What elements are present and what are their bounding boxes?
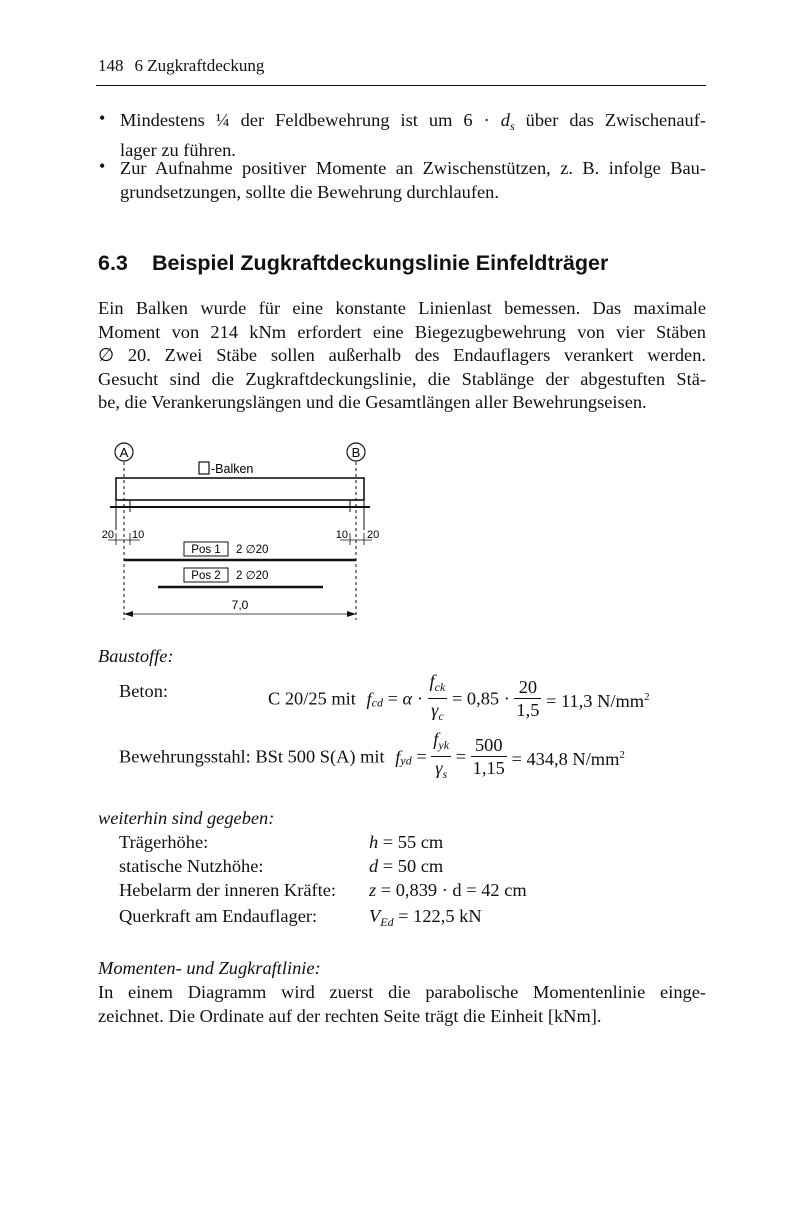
bullet-line: lager zu führen. [120, 140, 236, 160]
math-sub: Ed [380, 915, 394, 929]
math-eq: = [455, 746, 467, 767]
math-eq: = [387, 688, 398, 709]
value-text: = 50 cm [378, 856, 444, 876]
math-var: d [500, 110, 510, 130]
given-heading: weiterhin sind gegeben: [98, 808, 275, 828]
bullet-line: Zur Aufnahme positiver Momente an Zwischenstützen, z. B. infolge Bau- [120, 158, 706, 178]
result-exp: 2 [644, 690, 650, 703]
given-value [369, 856, 443, 877]
math-var: f [366, 688, 372, 709]
arrow-left-icon [124, 611, 133, 617]
result-text: = 434,8 N/mm [511, 748, 620, 769]
section-number: 6.3 [98, 251, 128, 275]
math-text: = 0,85 · [451, 688, 510, 709]
intro-line: Ein Balken wurde für eine konstante Linienlast bemessen. Das maximale [98, 298, 706, 318]
fraction-fyk-gammas [431, 728, 451, 785]
value-text: = 122,5 kN [393, 906, 482, 926]
support-b-label: B [351, 445, 361, 460]
math-eq: = [416, 746, 427, 767]
materials-heading: Baustoffe: [98, 646, 174, 666]
result-text: = 11,3 N/mm [546, 690, 645, 711]
beam-body [116, 478, 364, 500]
numerator: 500 [471, 734, 507, 757]
math-sub: yk [438, 738, 450, 752]
math-dot: · [416, 688, 423, 709]
intro-line: ∅ 20. Zwei Stäbe sollen außerhalb des Endauflagers verankert werden. [98, 345, 706, 365]
cross-section-icon [199, 462, 209, 474]
arrow-right-icon [347, 611, 356, 617]
math-var: f [395, 746, 401, 767]
stahl-formula [119, 728, 625, 785]
given-label: Querkraft am Endauflager: [119, 906, 318, 926]
given-value [369, 906, 482, 930]
math-gamma: γ [435, 758, 443, 778]
moment-line: In einem Diagramm wird zuerst die parabolische Momentenlinie einge- [98, 982, 706, 1002]
pos1-bars: 2 ∅20 [236, 544, 269, 556]
math-alpha: α [402, 688, 413, 709]
value-text: = 0,839 · d = 42 cm [376, 880, 527, 900]
bullet-text: über das Zwischenauf- [514, 110, 706, 130]
moment-line: zeichnet. Die Ordinate auf der rechten Seite trägt die Einheit [kNm]. [98, 1005, 602, 1026]
bullet-text: Mindestens ¼ der Feldbewehrung ist um 6 · [120, 110, 501, 130]
dim-label-10-right: 10 [335, 529, 348, 541]
math-sub: yd [400, 753, 412, 768]
dim-label-20-right: 20 [367, 529, 380, 541]
math-var: f [429, 671, 435, 691]
math-var: V [369, 906, 381, 926]
math-sub: ck [434, 680, 446, 694]
fraction-500-115 [471, 734, 507, 779]
value-text: = 55 cm [378, 832, 444, 852]
numerator: 20 [514, 676, 541, 699]
fraction-fck-gammac [428, 670, 448, 727]
support-a-label: A [119, 445, 129, 460]
math-result [511, 749, 624, 769]
stahl-label: Bewehrungsstahl: BSt 500 S(A) mit [119, 746, 385, 767]
given-label: Hebelarm der inneren Kräfte: [119, 880, 336, 900]
math-var: h [369, 832, 379, 852]
given-label: Trägerhöhe: [119, 832, 209, 852]
beton-label: Beton: [119, 681, 169, 701]
math-var: f [433, 729, 439, 749]
math-var: d [369, 856, 379, 876]
intro-line: Gesucht sind die Zugkraftdeckungslinie, die Stablänge der abgestuften Stä- [98, 368, 706, 389]
intro-line: be, die Verankerungslängen und die Gesamtlängen aller Bewehrungseisen. [98, 392, 647, 412]
bullet-line: grundsetzungen, sollte die Bewehrung durchlaufen. [120, 182, 499, 202]
math-sub: c [438, 709, 444, 723]
section-title: Beispiel Zugkraftdeckungslinie Einfeldträger [152, 251, 609, 275]
intro-line: Moment von 214 kNm erfordert eine Biegezugbewehrung von vier Stäben [98, 321, 706, 342]
math-gamma: γ [431, 700, 439, 720]
math-sub: cd [371, 695, 383, 710]
fraction-20-15 [514, 676, 541, 721]
given-value [369, 880, 527, 901]
bullet-dot: • [99, 156, 106, 176]
dim-label-10-left: 10 [132, 529, 145, 541]
denominator: 1,15 [472, 758, 505, 778]
result-exp: 2 [619, 748, 625, 761]
moment-heading: Momenten- und Zugkraftlinie: [98, 958, 321, 978]
math-sub: s [509, 119, 515, 133]
beam-label: -Balken [211, 462, 254, 476]
pos2-label: Pos 2 [191, 570, 221, 582]
given-label: statische Nutzhöhe: [119, 856, 264, 876]
page-number: 148 [98, 56, 124, 75]
math-sub: s [442, 767, 448, 781]
math-result [546, 691, 650, 711]
pos1-label: Pos 1 [191, 544, 221, 556]
bullet-dot: • [99, 108, 106, 128]
denominator: 1,5 [516, 700, 540, 720]
pos2-bars: 2 ∅20 [236, 570, 269, 582]
math-var: z [369, 880, 377, 900]
moment-paragraph [98, 981, 706, 1028]
span-label: 7,0 [231, 598, 249, 612]
beton-class: C 20/25 mit [268, 688, 356, 709]
chapter-title: 6 Zugkraftdeckung [134, 56, 265, 75]
dim-label-20-left: 20 [101, 529, 114, 541]
given-value [369, 832, 443, 853]
beton-formula [268, 670, 650, 727]
